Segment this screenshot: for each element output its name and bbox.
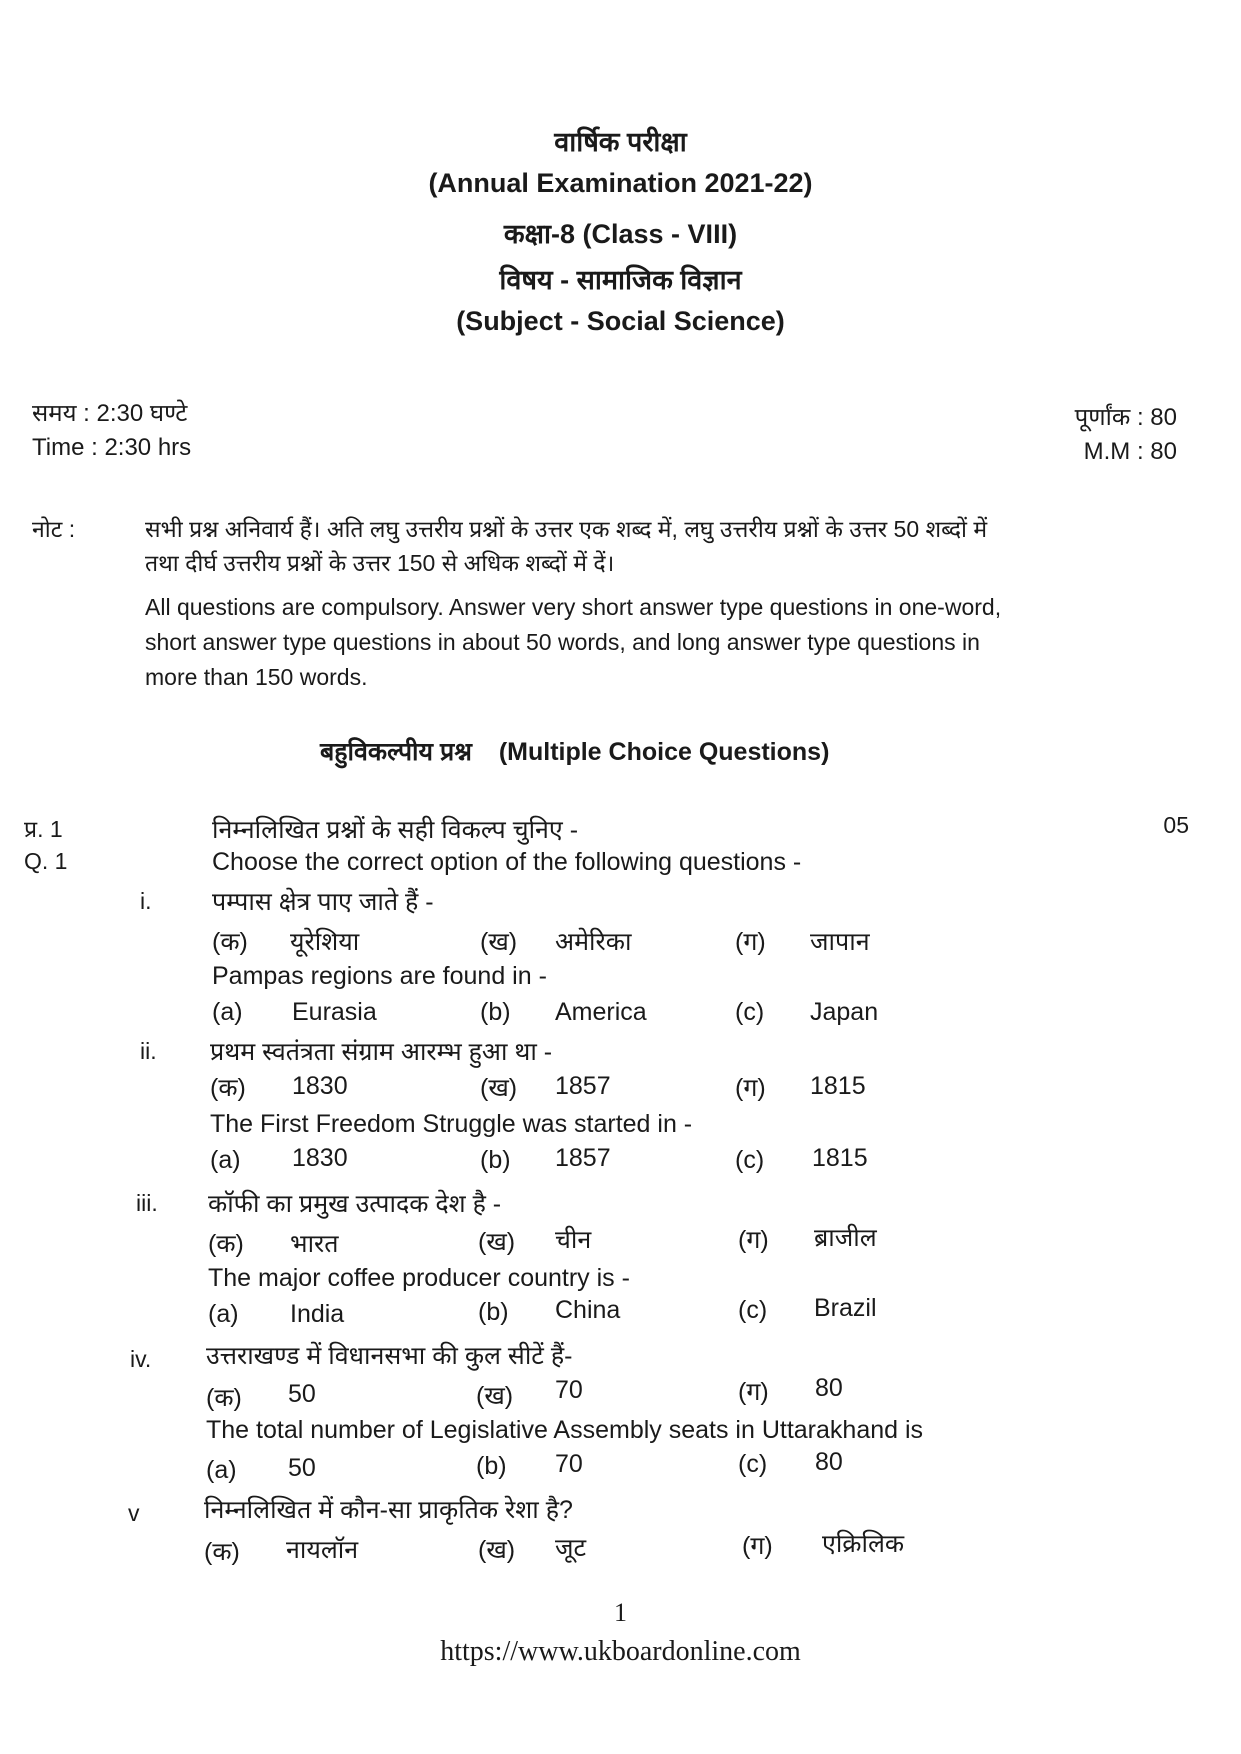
page-number: 1 — [614, 1598, 627, 1627]
class-line: कक्षा-8 (Class - VIII) — [503, 219, 738, 249]
option-label: (b) — [480, 1146, 511, 1174]
option-value: 1857 — [555, 1072, 611, 1100]
option-value: 70 — [555, 1376, 583, 1404]
option-label: (a) — [206, 1456, 237, 1484]
option-value: 1857 — [555, 1144, 611, 1172]
note-hindi-line-1: सभी प्रश्न अनिवार्य हैं। अति लघु उत्तरीय प्रश्नों के उत्तर एक शब्द में, लघु उत्तरीय प्रश्नों के उत्तर 50 शब्दों में — [145, 516, 988, 542]
subq-number: v — [128, 1500, 140, 1526]
option-label: (ख) — [480, 928, 518, 956]
time-english: Time : 2:30 hrs — [32, 434, 192, 461]
option-value: एक्रिलिक — [822, 1530, 905, 1558]
option-label: (ग) — [742, 1532, 773, 1560]
subq-text-hindi: उत्तराखण्ड में विधानसभा की कुल सीटें हैं- — [206, 1342, 573, 1370]
note-english-line-3: more than 150 words. — [145, 664, 368, 690]
q1-marks: 05 — [1163, 812, 1189, 838]
option-value: जूट — [555, 1534, 587, 1562]
option-label: (ग) — [738, 1226, 769, 1254]
q1-text-hindi: निम्नलिखित प्रश्नों के सही विकल्प चुनिए - — [212, 816, 579, 844]
option-value: India — [290, 1300, 345, 1328]
subq-text-english: The major coffee producer country is - — [208, 1264, 630, 1292]
option-value: यूरेशिया — [290, 928, 360, 956]
option-label: (ग) — [735, 1074, 766, 1102]
option-label: (ख) — [478, 1536, 516, 1564]
option-label: (b) — [476, 1452, 507, 1480]
q1-number-hindi: प्र. 1 — [24, 816, 63, 842]
option-value: 1815 — [812, 1144, 868, 1172]
option-label: (b) — [480, 998, 511, 1026]
option-value: 50 — [288, 1380, 316, 1408]
option-value: America — [555, 998, 647, 1026]
option-label: (c) — [735, 998, 765, 1026]
option-value: 1830 — [292, 1072, 348, 1100]
option-label: (b) — [478, 1298, 509, 1326]
option-label: (क) — [208, 1230, 244, 1258]
option-value: Eurasia — [292, 998, 377, 1026]
option-label: (c) — [738, 1296, 768, 1324]
q1-number-english: Q. 1 — [24, 848, 68, 874]
subq-text-english: Pampas regions are found in - — [212, 962, 547, 990]
option-label: (क) — [206, 1384, 242, 1412]
option-value: चीन — [555, 1226, 592, 1254]
option-label: (c) — [738, 1450, 768, 1478]
exam-title-hindi: वार्षिक परीक्षा — [554, 127, 687, 157]
option-label: (क) — [204, 1538, 240, 1566]
q1-text-english: Choose the correct option of the following questions - — [212, 848, 802, 876]
note-hindi-line-2: तथा दीर्घ उत्तरीय प्रश्नों के उत्तर 150 से अधिक शब्दों में दें। — [145, 550, 615, 576]
section-title-english: (Multiple Choice Questions) — [498, 738, 830, 766]
section-heading — [320, 734, 829, 768]
option-value: 1830 — [292, 1144, 348, 1172]
option-value: China — [555, 1296, 621, 1324]
note-english-line-2: short answer type questions in about 50 words, and long answer type questions in — [145, 629, 980, 655]
subject-english: (Subject - Social Science) — [456, 306, 785, 336]
option-label: (a) — [212, 998, 243, 1026]
option-label: (ख) — [478, 1228, 516, 1256]
subq-text-hindi: पम्पास क्षेत्र पाए जाते हैं - — [212, 888, 434, 916]
exam-title-english: (Annual Examination 2021-22) — [428, 168, 813, 198]
option-value: 80 — [815, 1374, 843, 1402]
option-value: अमेरिका — [555, 928, 632, 956]
option-value: भारत — [290, 1230, 339, 1258]
option-label: (ख) — [480, 1074, 518, 1102]
option-value: Brazil — [814, 1294, 877, 1322]
option-value: 70 — [555, 1450, 583, 1478]
subq-number: iii. — [136, 1190, 158, 1216]
option-value: ब्राजील — [814, 1224, 877, 1252]
subject-hindi: विषय - सामाजिक विज्ञान — [499, 265, 742, 295]
max-marks-hindi: पूर्णांक : 80 — [1074, 404, 1177, 431]
option-label: (क) — [212, 928, 248, 956]
option-label: (a) — [208, 1300, 239, 1328]
option-label: (क) — [210, 1074, 246, 1102]
subq-number: iv. — [130, 1346, 152, 1372]
option-label: (ग) — [738, 1378, 769, 1406]
note-label: नोट : — [32, 516, 76, 542]
subq-number: i. — [140, 888, 152, 914]
subq-text-hindi: प्रथम स्वतंत्रता संग्राम आरम्भ हुआ था - — [210, 1038, 553, 1066]
subq-text-hindi: कॉफी का प्रमुख उत्पादक देश है - — [208, 1190, 502, 1218]
footer-url[interactable]: https://www.ukboardonline.com — [440, 1636, 801, 1667]
note-english-line-1: All questions are compulsory. Answer very short answer type questions in one-word, — [145, 594, 1002, 620]
option-value: 1815 — [810, 1072, 866, 1100]
option-value: Japan — [810, 998, 879, 1026]
subq-number: ii. — [140, 1038, 157, 1064]
section-title-hindi: बहुविकल्पीय प्रश्न — [320, 738, 472, 766]
subq-text-hindi: निम्नलिखित में कौन-सा प्राकृतिक रेशा है? — [204, 1496, 573, 1524]
option-label: (c) — [735, 1146, 765, 1174]
option-value: नायलॉन — [286, 1536, 359, 1564]
time-hindi: समय : 2:30 घण्टे — [32, 400, 188, 427]
option-value: जापान — [810, 928, 870, 956]
subq-text-english: The total number of Legislative Assembly seats in Uttarakhand is — [206, 1416, 924, 1444]
max-marks-english: M.M : 80 — [1083, 438, 1177, 465]
option-label: (ग) — [735, 928, 766, 956]
option-value: 80 — [815, 1448, 843, 1476]
option-label: (a) — [210, 1146, 241, 1174]
option-value: 50 — [288, 1454, 316, 1482]
option-label: (ख) — [476, 1382, 514, 1410]
subq-text-english: The First Freedom Struggle was started in - — [210, 1110, 693, 1138]
